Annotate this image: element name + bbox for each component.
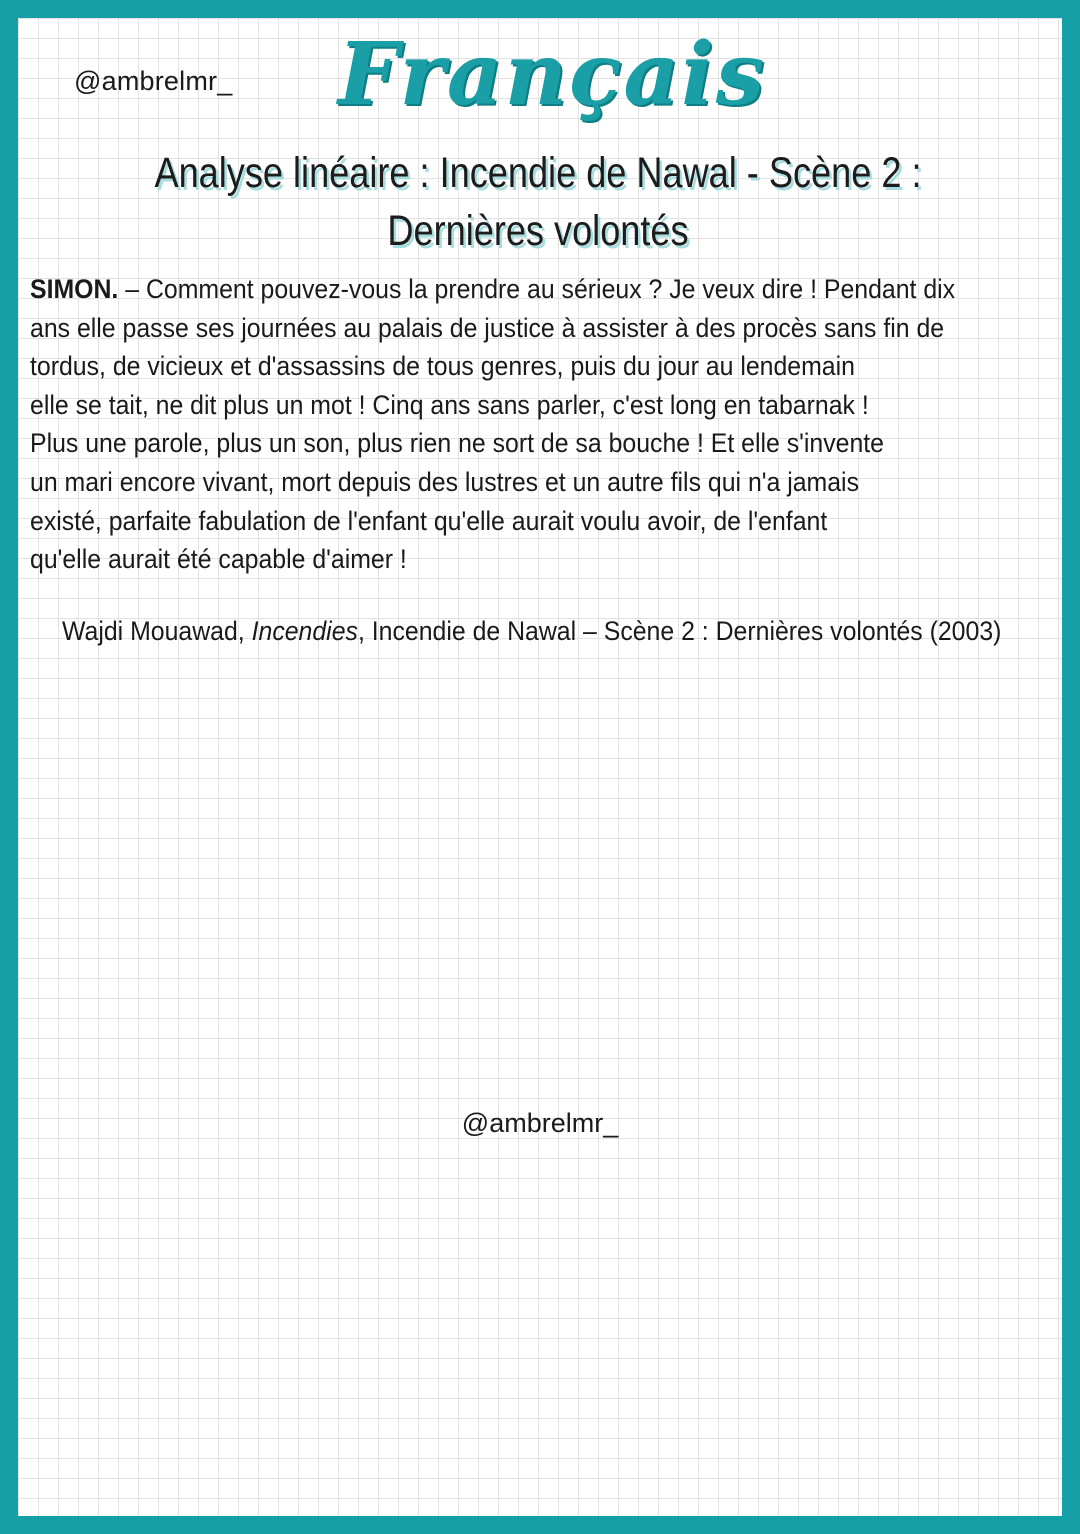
- author-handle-top: @ambrelmr_: [74, 66, 233, 96]
- citation-author: Wajdi Mouawad,: [62, 616, 252, 646]
- passage-line: [30, 270, 978, 309]
- citation-work: Incendies: [251, 616, 358, 646]
- page-title: Analyse linéaire : Incendie de Nawal - Scène 2 : Dernières volontés: [154, 149, 922, 255]
- passage-line: existé, parfaite fabulation de l'enfant qu'elle aurait voulu avoir, de l'enfant: [30, 505, 828, 536]
- author-handle-bottom: @ambrelmr_: [461, 1108, 619, 1138]
- passage-line: qu'elle aurait été capable d'aimer !: [30, 544, 407, 575]
- passage-line: tordus, de vicieux et d'assassins de tous genres, puis du jour au lendemain: [30, 351, 855, 382]
- passage-line: un mari encore vivant, mort depuis des lustres et un autre fils qui n'a jamais: [30, 466, 860, 497]
- passage-line: elle se tait, ne dit plus un mot ! Cinq ans sans parler, c'est long en tabarnak !: [30, 389, 869, 420]
- notebook-page: [18, 18, 1062, 1516]
- passage-line-text: – Comment pouvez-vous la prendre au sérieux ? Je veux dire ! Pendant dix: [118, 274, 956, 304]
- speaker-name: SIMON.: [30, 274, 119, 304]
- citation-details: , Incendie de Nawal – Scène 2 : Dernières volontés (2003): [357, 616, 1002, 646]
- text-passage: [30, 270, 1060, 579]
- subject-title: Français: [338, 24, 767, 125]
- passage-line: ans elle passe ses journées au palais de justice à assister à des procès sans fin de: [30, 312, 945, 343]
- source-citation: [62, 616, 1001, 647]
- passage-line: Plus une parole, plus un son, plus rien ne sort de sa bouche ! Et elle s'invente: [30, 428, 884, 459]
